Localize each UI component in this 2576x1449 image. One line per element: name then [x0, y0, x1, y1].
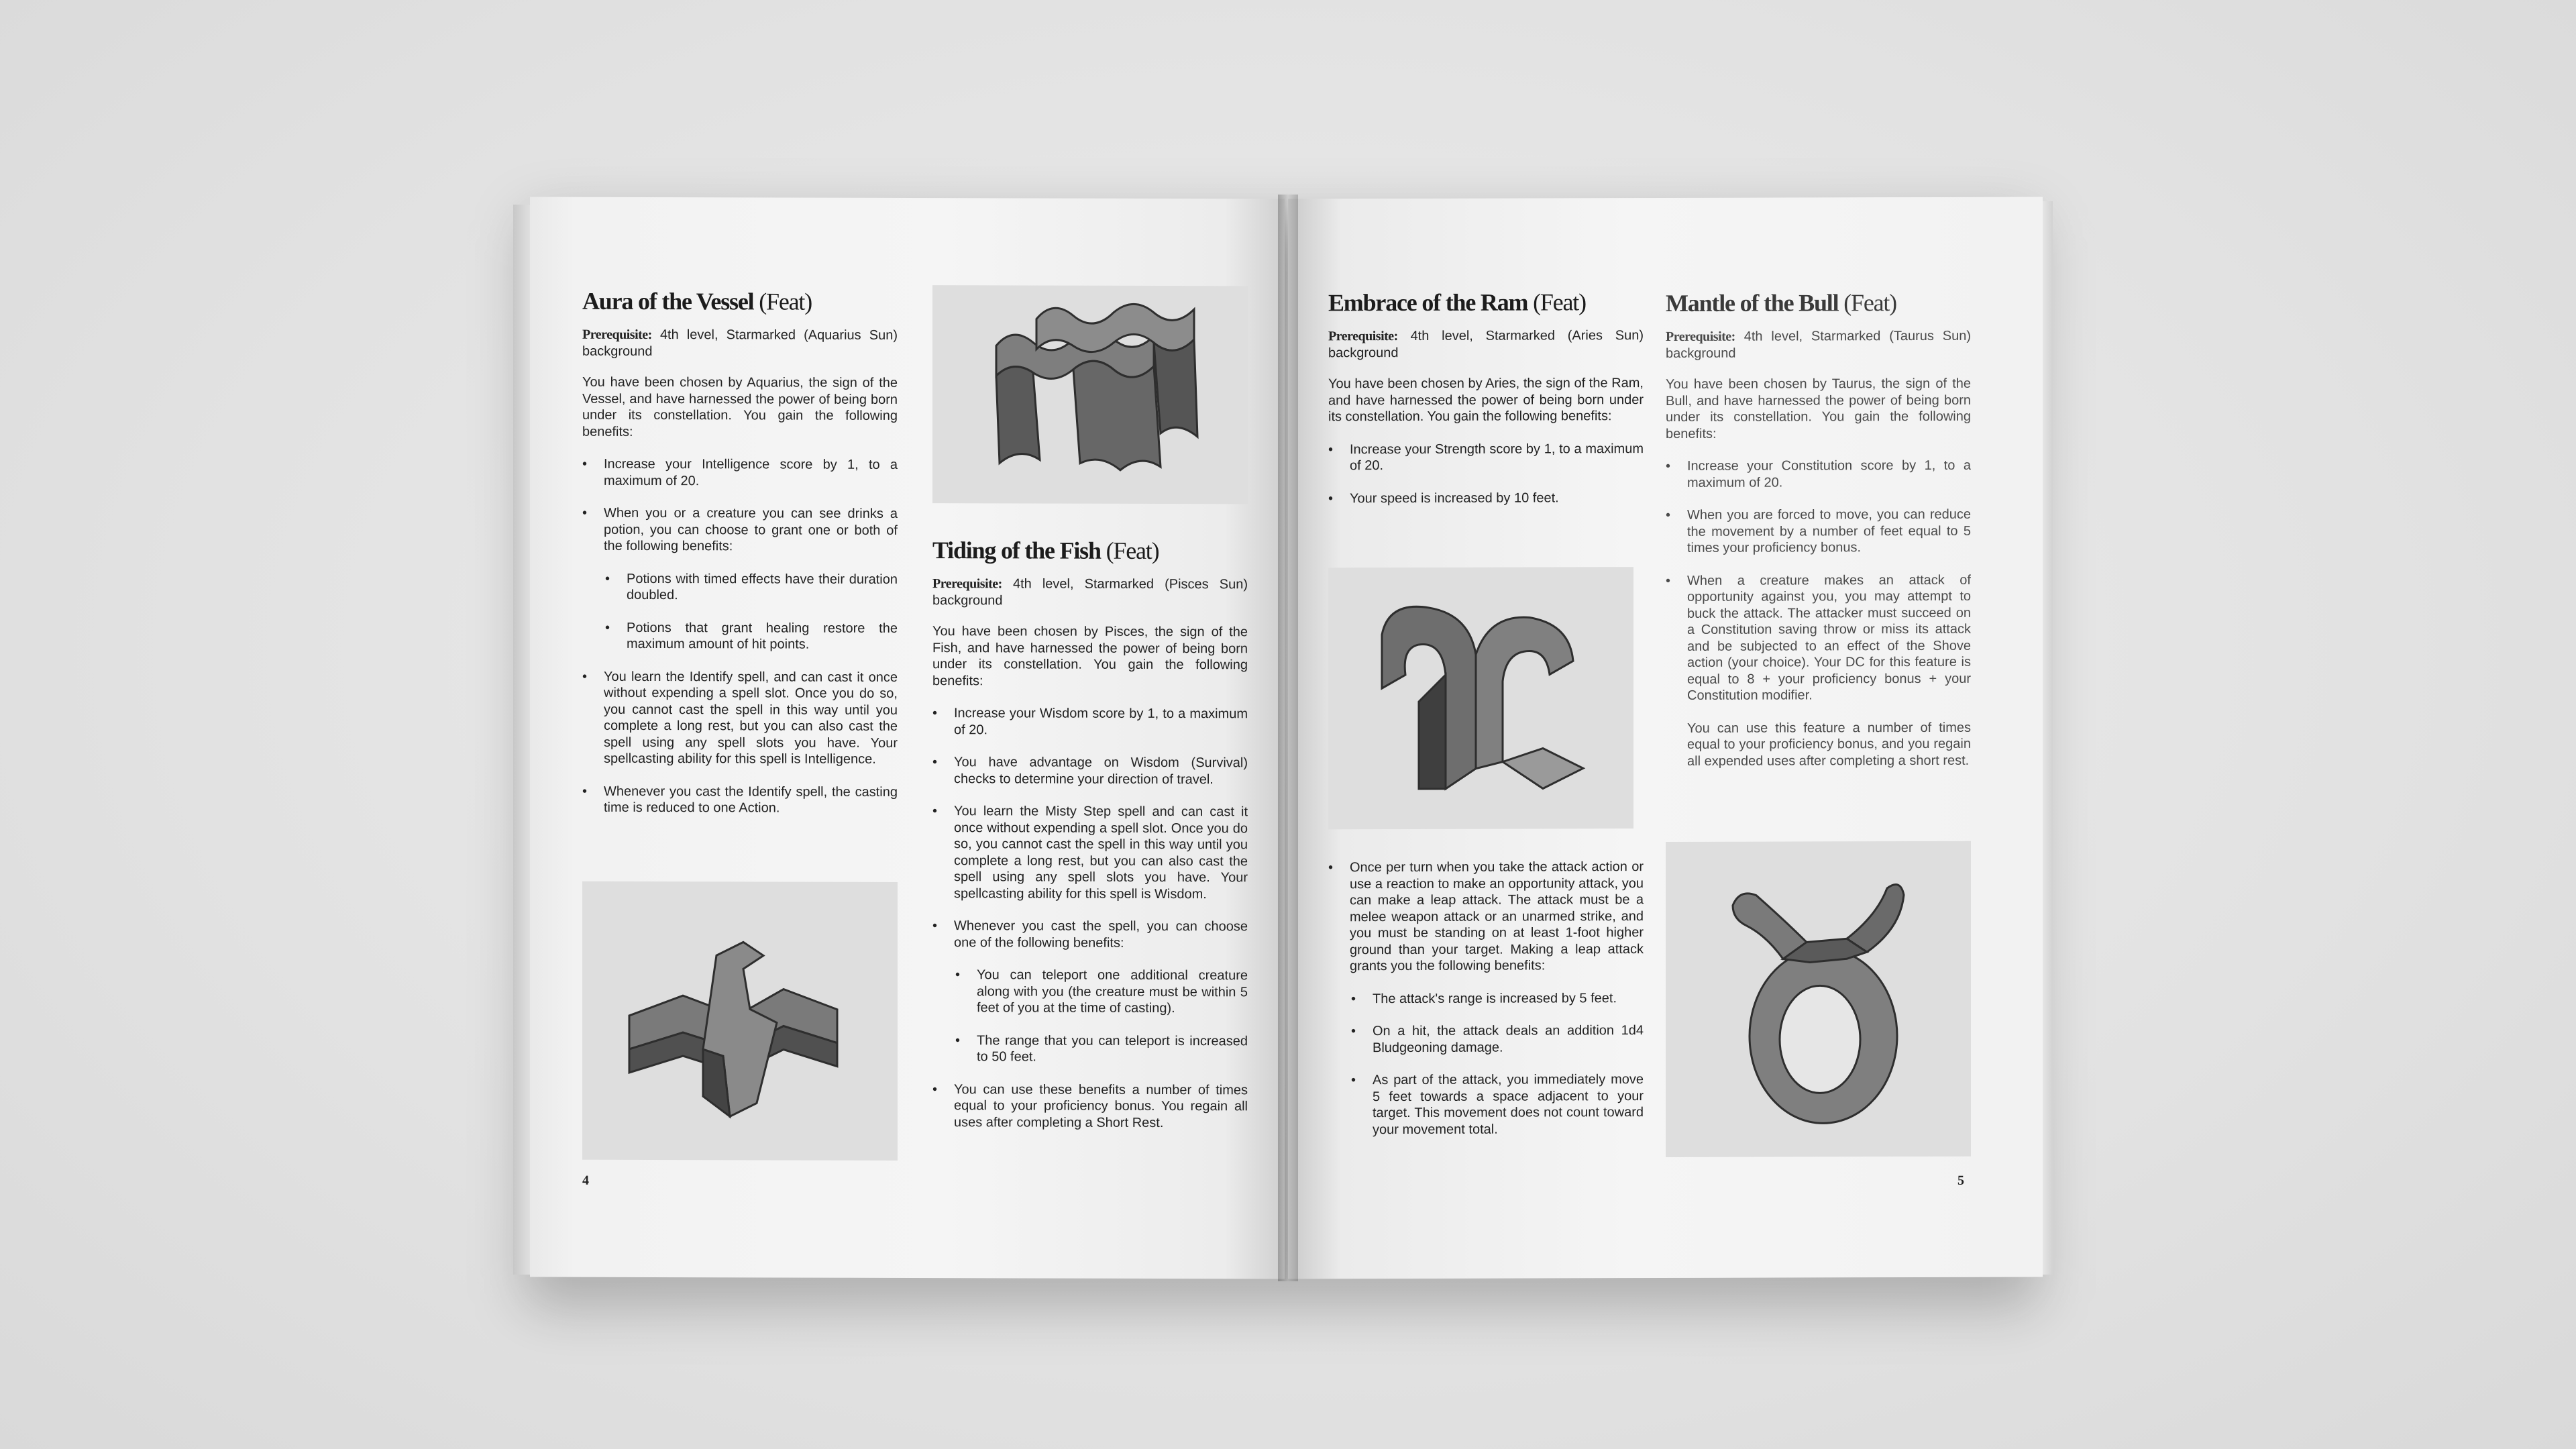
pisces-illustration — [932, 285, 1248, 504]
fish-benefits-list — [932, 705, 1248, 1131]
sub-list-item: • The range that you can teleport is increased to 50 feet. — [977, 1032, 1248, 1066]
aries-symbol-icon — [1328, 567, 1633, 829]
sub-list-item: • You can teleport one additional creature along with you (the creature must be within 5 feet of you at the time of casting). — [977, 967, 1248, 1017]
ram-sub-list — [1350, 990, 1644, 1138]
list-item: • Increase your Intelligence score by 1, to a maximum of 20. — [604, 456, 898, 490]
ram-benefits-list — [1328, 441, 1644, 507]
list-item: • Your speed is increased by 10 feet. — [1350, 490, 1644, 507]
list-item: • You can use these benefits a number of times equal to your proficiency bonus. You regain all uses after completing a Short Rest. — [954, 1081, 1248, 1132]
prereq-text: 4th level, Starmarked (Aquarius Sun) background — [582, 327, 898, 359]
prereq-label: Prerequisite: — [932, 576, 1002, 592]
fish-intro: You have been chosen by Pisces, the sign of the Fish, and have harnessed the power of being born under its constellation. You gain the following benefits: — [932, 624, 1248, 688]
sub-list-item: • The attack's range is increased by 5 feet. — [1373, 990, 1644, 1008]
right-page — [1288, 197, 2043, 1279]
ram-title-text: Embrace of the Ram — [1328, 288, 1528, 317]
list-item — [1350, 859, 1644, 1138]
prereq-text: 4th level, Starmarked (Taurus Sun) background — [1666, 328, 1971, 361]
list-item: • You have advantage on Wisdom (Survival) checks to determine your direction of travel. — [954, 754, 1248, 788]
ram-prerequisite — [1328, 327, 1644, 361]
list-item-text: Once per turn when you take the attack action or use a reaction to make an opportunity attack, you can make a leap attack. The attack must be a melee weapon attack or an unarmed strike, and you must be standing on at least 1-foot higher ground than your target. Making a leap attack grants you the following benefits: — [1350, 859, 1644, 974]
vessel-title-text: Aura of the Vessel — [582, 287, 754, 315]
bull-benefits-list — [1666, 458, 1971, 769]
bull-title-text: Mantle of the Bull — [1666, 289, 1839, 317]
vessel-prerequisite — [582, 327, 898, 360]
bull-intro: You have been chosen by Taurus, the sign of the Bull, and have harnessed the power of being born under its constellation. You gain the following benefits: — [1666, 376, 1971, 441]
pisces-symbol-icon — [932, 285, 1248, 504]
book-spine-gutter — [1278, 195, 1298, 1281]
bull-feat-title — [1666, 289, 1971, 317]
vessel-sub-list — [604, 570, 898, 653]
list-item: • When you are forced to move, you can reduce the movement by a number of feet equal to 5 times your proficiency bonus. — [1687, 506, 1971, 557]
vessel-benefits-list — [582, 456, 898, 817]
left-page — [530, 197, 1285, 1279]
prereq-label: Prerequisite: — [1328, 329, 1398, 344]
list-item-text: When a creature makes an attack of opportunity against you, you may attempt to buck the attack. The attacker must succeed on a Constitution saving throw or miss its attack and be subjected to an effect of the Shove action (your choice). Your DC for this feature is equal to 8 + your proficiency bonus + your Constitution modifier. — [1687, 572, 1971, 703]
sub-list-item: • On a hit, the attack deals an addition 1d4 Bludgeoning damage. — [1373, 1022, 1644, 1056]
fish-sub-list — [954, 967, 1248, 1066]
prereq-text: 4th level, Starmarked (Aries Sun) background — [1328, 328, 1644, 360]
taurus-symbol-icon — [1666, 841, 1971, 1157]
list-item-text: When you or a creature you can see drinks a potion, you can choose to grant one or both of the following benefits: — [604, 505, 898, 554]
list-item-text: Whenever you cast the spell, you can choose one of the following benefits: — [954, 918, 1248, 951]
sub-list-item: • As part of the attack, you immediately move 5 feet towards a space adjacent to your target. This movement does not count toward your movement total. — [1373, 1071, 1644, 1138]
vessel-feat-column — [582, 288, 898, 833]
vessel-feat-title — [582, 288, 898, 315]
fish-feat-title — [932, 537, 1248, 564]
bull-prerequisite — [1666, 328, 1971, 362]
prereq-label: Prerequisite: — [582, 327, 652, 343]
fish-feat-column — [932, 537, 1248, 1147]
list-item — [954, 918, 1248, 1066]
list-item — [604, 505, 898, 653]
ram-feat-column — [1328, 288, 1644, 523]
fish-title-text: Tiding of the Fish — [932, 537, 1101, 564]
list-item — [1687, 572, 1971, 769]
vessel-intro: You have been chosen by Aquarius, the sign of the Vessel, and have harnessed the power of being born under its constellation. You gain the following benefits: — [582, 374, 898, 439]
ram-feat-column-continued — [1328, 859, 1644, 1154]
vessel-title-suffix: (Feat) — [759, 288, 812, 315]
list-item: • Increase your Strength score by 1, to a maximum of 20. — [1350, 441, 1644, 474]
aquarius-symbol-icon — [582, 881, 898, 1161]
prereq-label: Prerequisite: — [1666, 329, 1735, 344]
prereq-text: 4th level, Starmarked (Pisces Sun) background — [932, 576, 1248, 608]
page-number-left: 4 — [582, 1173, 589, 1188]
ram-intro: You have been chosen by Aries, the sign of the Ram, and have harnessed the power of being born under its constellation. You gain the following benefits: — [1328, 376, 1644, 425]
page-number-right: 5 — [1957, 1173, 1964, 1188]
sub-list-item: • Potions with timed effects have their duration doubled. — [627, 570, 898, 604]
list-item: • Increase your Constitution score by 1, to a maximum of 20. — [1687, 458, 1971, 491]
aries-illustration — [1328, 567, 1633, 829]
taurus-illustration — [1666, 841, 1971, 1157]
list-item: • Whenever you cast the Identify spell, the casting time is reduced to one Action. — [604, 783, 898, 816]
fish-prerequisite — [932, 576, 1248, 609]
ram-feat-title — [1328, 288, 1644, 316]
list-item: • You learn the Identify spell, and can cast it once without expending a spell slot. Once you do so, you cannot cast the spell in this way until you complete a long rest, but you can also cast the spell using any spell slots you have. Your spellcasting ability for this spell is Intelligence. — [604, 668, 898, 767]
fish-title-suffix: (Feat) — [1106, 537, 1159, 564]
aquarius-illustration — [582, 881, 898, 1161]
sub-list-item: • Potions that grant healing restore the maximum amount of hit points. — [627, 619, 898, 653]
bull-title-suffix: (Feat) — [1843, 289, 1896, 317]
ram-benefits-list-continued — [1328, 859, 1644, 1138]
bull-bullet-continuation: You can use this feature a number of times equal to your proficiency bonus, and you regain all expended uses after completing a short rest. — [1687, 720, 1971, 769]
list-item: • You learn the Misty Step spell and can cast it once without expending a spell slot. Once you do so, you cannot cast the spell in this way until you complete a long rest, but you can also cast the spell using any spell slots you have. Your spellcasting ability for this spell is Wisdom. — [954, 803, 1248, 902]
bull-feat-column — [1666, 289, 1971, 786]
list-item: • Increase your Wisdom score by 1, to a maximum of 20. — [954, 705, 1248, 739]
ram-title-suffix: (Feat) — [1533, 288, 1586, 316]
